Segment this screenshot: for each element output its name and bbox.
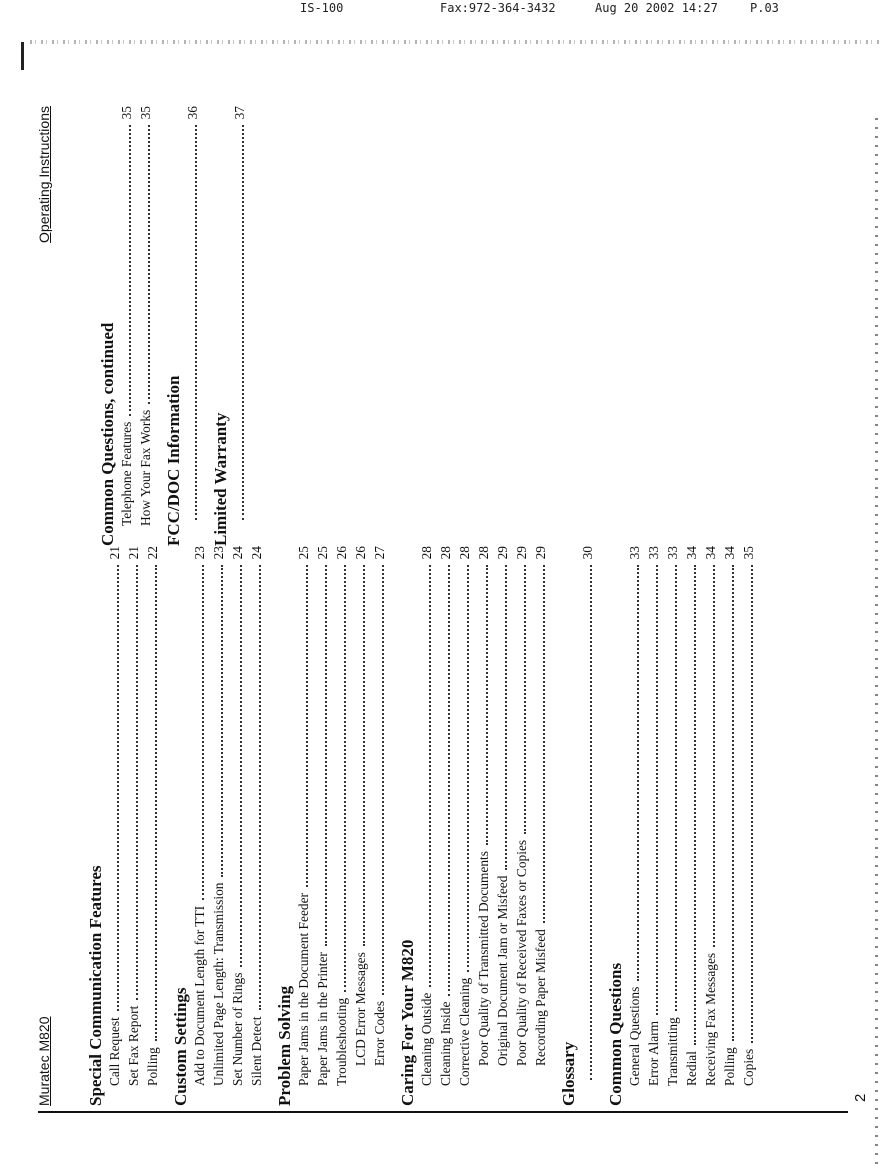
- toc-entry-page: 36: [185, 106, 200, 120]
- toc-entry-label: How Your Fax Works: [138, 409, 153, 526]
- toc-entry-page: 28: [438, 546, 453, 560]
- toc-entry-page: 24: [249, 546, 264, 560]
- page-footer-rule: [38, 1111, 848, 1113]
- dot-leader: [195, 125, 197, 520]
- toc-entry-label: Unlimited Page Length: Transmission: [211, 882, 226, 1086]
- dot-leader: [505, 565, 507, 869]
- toc-entry-label: Add to Document Length for TTI: [192, 905, 207, 1086]
- toc-entry: [701, 546, 720, 1106]
- toc-section-title: FCC/DOC Information: [164, 375, 183, 546]
- toc-entry: [183, 106, 202, 546]
- toc-entry-page: 35: [741, 546, 756, 560]
- dot-leader: [117, 565, 119, 1011]
- toc-entry: [370, 546, 389, 1106]
- toc-entry: [663, 546, 682, 1106]
- toc-entry-page: 29: [495, 546, 510, 560]
- dot-leader: [675, 565, 677, 1011]
- toc-entry-page: 25: [296, 546, 311, 560]
- toc-entry-label: Troubleshooting: [334, 997, 349, 1086]
- fax-header: [0, 0, 893, 16]
- toc-section-title: Glossary: [559, 1041, 578, 1106]
- fax-number: Fax:972-364-3432: [440, 1, 556, 15]
- toc-entry-label: Poor Quality of Transmitted Documents: [476, 851, 491, 1066]
- toc-entry-label: LCD Error Messages: [353, 952, 368, 1066]
- toc-entry-page: 37: [232, 106, 247, 120]
- toc-entry-list: [417, 546, 550, 1106]
- toc-section-title: Special Communication Features: [86, 865, 105, 1106]
- dot-leader: [325, 565, 327, 946]
- toc-entry-label: Telephone Features: [119, 421, 134, 526]
- toc-entry-label: Error Codes: [372, 1000, 387, 1066]
- toc-entry: [351, 546, 370, 1106]
- dot-leader: [240, 565, 242, 966]
- toc-entry: [436, 546, 455, 1106]
- toc-section-title: Problem Solving: [275, 985, 294, 1106]
- dot-leader: [524, 565, 526, 833]
- toc-entry: [493, 546, 512, 1106]
- toc-entry-page: 33: [665, 546, 680, 560]
- toc-entry-page: 35: [119, 106, 134, 120]
- toc-entry-page: 35: [138, 106, 153, 120]
- toc-entry-label: Cleaning Inside: [438, 1001, 453, 1086]
- toc-entry-list: [625, 546, 758, 1106]
- dot-leader: [656, 565, 658, 1015]
- dot-leader: [242, 125, 244, 520]
- toc-entry: [474, 546, 493, 1106]
- toc-entry: [230, 106, 249, 546]
- toc-entry-page: 22: [145, 546, 160, 560]
- toc-entry-label: Cleaning Outside: [419, 992, 434, 1086]
- toc-entry-list: [183, 106, 202, 546]
- toc-entry: [417, 546, 436, 1106]
- dot-leader: [751, 565, 753, 1042]
- toc-entry-label: Redial: [684, 1051, 699, 1086]
- toc-entry: [143, 546, 162, 1106]
- toc-entry: [682, 546, 701, 1106]
- toc-entry: [578, 546, 597, 1106]
- fax-page-number: P.03: [750, 1, 779, 15]
- toc-entry-label: Paper Jams in the Printer: [315, 952, 330, 1086]
- toc-entry: [105, 546, 124, 1106]
- toc-entry-label: Transmitting: [665, 1017, 680, 1086]
- toc-entry-label: Polling: [145, 1047, 160, 1086]
- toc-entry-label: Poor Quality of Received Faxes or Copies: [514, 839, 529, 1066]
- dot-leader: [732, 565, 734, 1041]
- dot-leader: [221, 565, 223, 876]
- toc-entry: [739, 546, 758, 1106]
- toc-entry-page: 34: [722, 546, 737, 560]
- toc-entry-page: 33: [627, 546, 642, 560]
- toc-entry: [190, 546, 209, 1106]
- running-head-left: Muratec M820: [36, 1016, 52, 1106]
- dot-leader: [486, 565, 488, 845]
- toc-entry-label: Set Number of Rings: [230, 972, 245, 1086]
- toc-entry-label: Corrective Cleaning: [457, 977, 472, 1086]
- toc-entry-label: Set Fax Report: [126, 1005, 141, 1086]
- toc-entry: [136, 106, 155, 546]
- toc-entry-page: 26: [353, 546, 368, 560]
- dot-leader: [344, 565, 346, 992]
- dot-leader: [694, 565, 696, 1045]
- toc-column-left: [86, 546, 767, 1106]
- toc-entry-page: 28: [476, 546, 491, 560]
- toc-entry: [117, 106, 136, 546]
- toc-section-title: Common Questions, continued: [98, 322, 117, 546]
- toc-entry-list: [105, 546, 162, 1106]
- toc-entry-page: 33: [646, 546, 661, 560]
- toc-entry-page: 25: [315, 546, 330, 560]
- toc-column-right: [98, 106, 258, 546]
- dot-leader: [429, 565, 431, 986]
- toc-entry-label: General Questions: [627, 986, 642, 1086]
- toc-entry-list: [294, 546, 389, 1106]
- toc-entry-list: [117, 106, 155, 546]
- dot-leader: [590, 565, 592, 1080]
- toc-entry: [332, 546, 351, 1106]
- dot-leader: [467, 565, 469, 971]
- toc-entry: [531, 546, 550, 1106]
- dot-leader: [306, 565, 308, 887]
- scan-edge-mark: [21, 42, 24, 70]
- dot-leader: [136, 565, 138, 999]
- page-number: 2: [852, 1093, 869, 1102]
- toc-entry-label: Polling: [722, 1047, 737, 1086]
- dot-leader: [155, 565, 157, 1041]
- toc-entry-label: Silent Detect: [249, 1016, 264, 1086]
- toc-entry-page: 34: [684, 546, 699, 560]
- toc-entry-label: Copies: [741, 1048, 756, 1086]
- toc-section-title: Caring For Your M820: [398, 939, 417, 1106]
- toc-entry-label: Recording Paper Misfeed: [533, 929, 548, 1066]
- toc-section-title: Custom Settings: [171, 987, 190, 1106]
- dot-leader: [148, 125, 150, 403]
- toc-entry-page: 29: [514, 546, 529, 560]
- fax-station-id: IS-100: [300, 1, 344, 15]
- toc-entry: [247, 546, 266, 1106]
- scan-noise-line: [30, 40, 880, 44]
- toc-entry: [313, 546, 332, 1106]
- dot-leader: [543, 565, 545, 923]
- toc-entry: [644, 546, 663, 1106]
- toc-entry: [209, 546, 228, 1106]
- toc-entry-page: 28: [457, 546, 472, 560]
- toc-entry-page: 30: [580, 546, 595, 560]
- toc-section-title: Limited Warranty: [211, 412, 230, 546]
- dot-leader: [448, 565, 450, 995]
- toc-entry-page: 26: [334, 546, 349, 560]
- toc-entry-list: [190, 546, 266, 1106]
- fax-datetime: Aug 20 2002 14:27: [595, 1, 718, 15]
- dot-leader: [637, 565, 639, 980]
- toc-entry-page: 21: [107, 546, 122, 560]
- toc-entry: [720, 546, 739, 1106]
- toc-entry-list: [230, 106, 249, 546]
- toc-entry-page: 24: [230, 546, 245, 560]
- running-head-right: Operating Instructions: [36, 106, 52, 243]
- toc-entry-list: [578, 546, 597, 1106]
- scan-right-edge: [875, 118, 878, 1164]
- toc-entry-page: 21: [126, 546, 141, 560]
- toc-page: [36, 106, 856, 1106]
- toc-entry: [124, 546, 143, 1106]
- toc-entry-page: 27: [372, 546, 387, 560]
- toc-entry-label: Call Request: [107, 1017, 122, 1086]
- dot-leader: [363, 565, 365, 946]
- toc-entry-page: 28: [419, 546, 434, 560]
- toc-entry-label: Receiving Fax Messages: [703, 952, 718, 1086]
- toc-entry-page: 23: [192, 546, 207, 560]
- toc-entry-label: Error Alarm: [646, 1020, 661, 1086]
- toc-entry: [625, 546, 644, 1106]
- toc-section-title: Common Questions: [606, 962, 625, 1106]
- toc-entry-label: Original Document Jam or Misfeed: [495, 875, 510, 1066]
- dot-leader: [382, 565, 384, 995]
- toc-entry: [294, 546, 313, 1106]
- dot-leader: [713, 565, 715, 946]
- toc-entry-page: 34: [703, 546, 718, 560]
- toc-entry: [228, 546, 247, 1106]
- dot-leader: [129, 125, 131, 415]
- toc-entry: [512, 546, 531, 1106]
- toc-entry-label: Paper Jams in the Document Feeder: [296, 893, 311, 1086]
- toc-entry-page: 23: [211, 546, 226, 560]
- dot-leader: [202, 565, 204, 899]
- toc-entry-page: 29: [533, 546, 548, 560]
- toc-entry: [455, 546, 474, 1106]
- dot-leader: [259, 565, 261, 1010]
